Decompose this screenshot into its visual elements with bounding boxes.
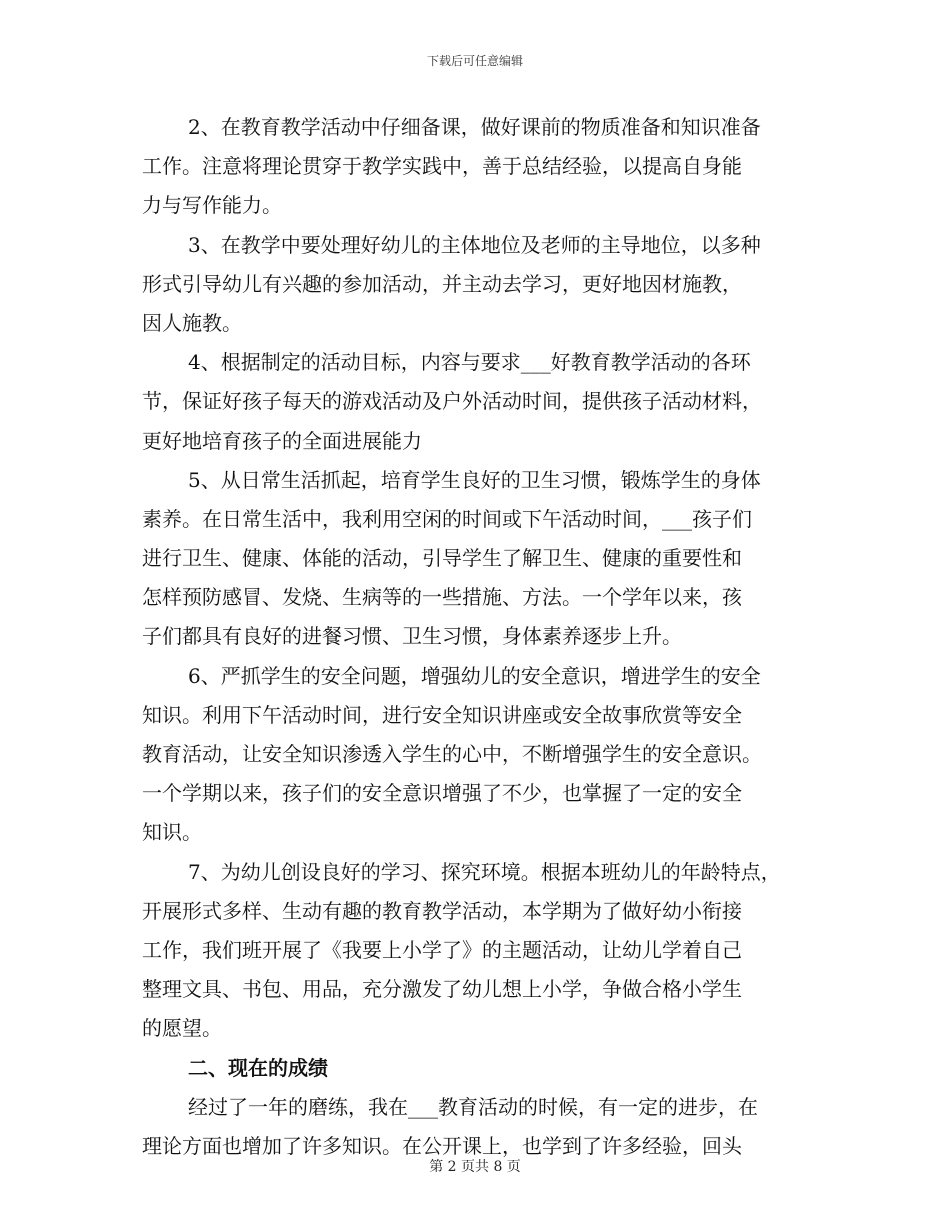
paragraph-line: 一个学期以来，孩子们的安全意识增强了不少，也掌握了一定的安全 (142, 781, 742, 806)
paragraph-line: 理论方面也增加了许多知识。在公开课上，也学到了许多经验，回头 (142, 1133, 742, 1158)
paragraph-line: 素养。在日常生活中，我利用空闲的时间或下午活动时间，___孩子们 (142, 506, 752, 531)
page-number-footer: 第 2 页共 8 页 (429, 1159, 521, 1175)
paragraph-line: 2、在教育教学活动中仔细备课，做好课前的物质准备和知识准备 (188, 115, 761, 139)
section-heading: 二、现在的成绩 (188, 1055, 328, 1080)
paragraph-line: 3、在教学中要处理好幼儿的主体地位及老师的主导地位，以多种 (188, 232, 761, 257)
paragraph-line: 开展形式多样、生动有趣的教育教学活动，本学期为了做好幼小衔接 (142, 898, 742, 923)
paragraph-line: 力与写作能力。 (142, 193, 282, 218)
paragraph-line: 形式引导幼儿有兴趣的参加活动，并主动去学习，更好地因材施教， (142, 271, 742, 296)
paragraph-line: 节，保证好孩子每天的游戏活动及户外活动时间，提供孩子活动材料， (142, 389, 762, 414)
paragraph-line: 工作。注意将理论贯穿于教学实践中，善于总结经验，以提高自身能 (142, 154, 742, 179)
paragraph-line: 知识。 (142, 820, 202, 845)
paragraph-line: 6、严抓学生的安全问题，增强幼儿的安全意识，增进学生的安全 (188, 663, 761, 688)
paragraph-line: 5、从日常生活抓起，培育学生良好的卫生习惯，锻炼学生的身体 (188, 467, 761, 492)
paragraph-line: 教育活动，让安全知识渗透入学生的心中，不断增强学生的安全意识。 (142, 742, 762, 766)
paragraph-line: 子们都具有良好的进餐习惯、卫生习惯，身体素养逐步上升。 (142, 624, 682, 649)
paragraph-line: 进行卫生、健康、体能的活动，引导学生了解卫生、健康的重要性和 (142, 546, 742, 571)
paragraph-line: 经过了一年的磨练，我在___教育活动的时候，有一定的进步，在 (188, 1094, 758, 1119)
paragraph-line: 怎样预防感冒、发烧、生病等的一些措施、方法。一个学年以来，孩 (142, 585, 742, 610)
paragraph-line: 更好地培育孩子的全面进展能力 (142, 428, 422, 453)
paragraph-line: 知识。利用下午活动时间，进行安全知识讲座或安全故事欣赏等安全 (142, 702, 742, 727)
paragraph-line: 7、为幼儿创设良好的学习、探究环境。根据本班幼儿的年龄特点， (188, 859, 781, 884)
paragraph-line: 整理文具、书包、用品，充分激发了幼儿想上小学，争做合格小学生 (142, 977, 742, 1002)
paragraph-line: 因人施教。 (142, 310, 242, 335)
document-body (142, 108, 810, 1166)
paragraph-line: 的愿望。 (142, 1016, 222, 1041)
page-header: 下载后可任意编辑 (426, 54, 523, 68)
paragraph-line: 4、根据制定的活动目标，内容与要求___好教育教学活动的各环 (188, 350, 751, 375)
paragraph-line: 工作，我们班开展了《我要上小学了》的主题活动，让幼儿学着自己 (142, 937, 742, 962)
